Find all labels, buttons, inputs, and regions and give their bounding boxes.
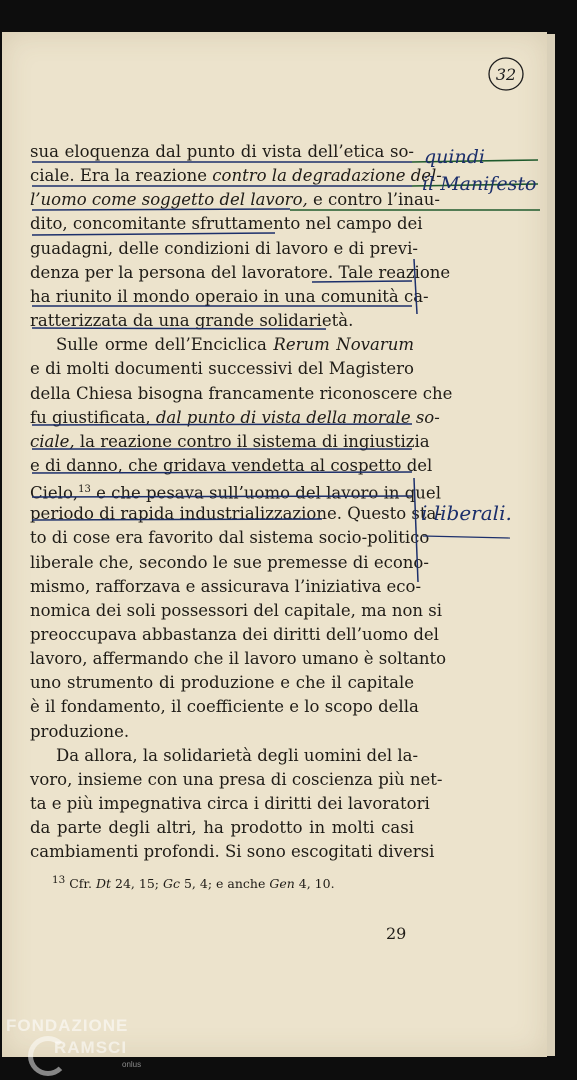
page-edge	[547, 34, 555, 1056]
text-line	[30, 164, 442, 188]
text-line	[30, 551, 429, 575]
text-line	[30, 575, 422, 599]
text-line-content: ha riunito il mondo operaio in una comunità ca-	[30, 286, 429, 306]
text-line	[30, 357, 414, 381]
text-line	[30, 140, 414, 164]
footnote-cfr: Cfr.	[69, 876, 93, 892]
margin-note-liberali: i liberali.	[421, 501, 512, 525]
text-line-content: nomica dei soli possessori del capitale, ma non si	[30, 600, 443, 620]
text-line	[30, 623, 439, 647]
text-line-content: Cielo,$^{13}$ e che pesava sull’uomo del lavoro in quel	[30, 483, 441, 503]
text-line	[30, 454, 433, 478]
text-line	[30, 720, 414, 744]
text-line-content: guadagni, delle condizioni di lavoro e di previ-	[30, 238, 418, 258]
text-line-content: e di danno, che gridava vendetta al cospetto del	[30, 455, 433, 475]
text-line-content: Sulle orme dell’Enciclica Rerum Novarum	[56, 335, 414, 355]
text-line	[30, 526, 430, 550]
text-line	[30, 212, 423, 236]
text-line-content: preoccupava abbastanza dei diritti dell’uomo del	[30, 625, 439, 644]
footnote-ref-gen: Gen	[269, 876, 295, 892]
text-line	[30, 285, 429, 309]
text-line-content: periodo di rapida industrializzazione. Questo sta-	[30, 504, 442, 524]
page-number: 29	[386, 924, 407, 943]
fondazione-gramsci-logo	[6, 1016, 156, 1076]
text-line-content: cambiamenti profondi. Si sono escogitati diversi	[30, 842, 435, 862]
text-line	[30, 406, 440, 430]
text-line	[30, 502, 442, 526]
text-line-content: dito, concomitante sfruttamento nel campo dei	[30, 214, 423, 234]
text-line	[30, 261, 451, 285]
text-line	[30, 695, 419, 719]
text-line-content: voro, insieme con una presa di coscienza più net-	[30, 769, 443, 789]
text-line	[30, 768, 443, 792]
logo-line-3: onlus	[122, 1060, 142, 1069]
text-line	[30, 309, 414, 333]
text-line-content: l’uomo come soggetto del lavoro, e contro l’inau-	[30, 190, 440, 210]
text-line-content: to di cose era favorito dal sistema socio-politico	[30, 528, 430, 548]
text-line-content: uno strumento di produzione e che il capitale	[30, 673, 414, 693]
logo-line-1: FONDAZIONE	[6, 1016, 129, 1035]
text-line-content: lavoro, affermando che il lavoro umano è soltanto	[30, 649, 447, 669]
footnote-number: 13	[52, 874, 66, 886]
text-line	[30, 478, 441, 503]
footnote-text-1: 24, 15;	[115, 876, 160, 892]
text-line-content: è il fondamento, il coefficiente e lo scopo della	[30, 697, 419, 717]
text-line-content: fu giustificata, dal punto di vista della morale so-	[30, 407, 440, 427]
text-line	[30, 430, 430, 454]
footnote-text-2: 5, 4; e anche	[183, 876, 266, 892]
text-line	[30, 816, 414, 840]
margin-note-manifesto: il Manifesto	[422, 173, 537, 195]
text-line-content: sua eloquenza dal punto di vista dell’etica so-	[30, 142, 414, 161]
text-line-content: ta e più impegnativa circa i diritti dei lavoratori	[30, 794, 430, 814]
text-line	[30, 744, 419, 768]
text-line	[30, 840, 435, 864]
text-line	[30, 382, 453, 406]
footnote-ref-dt: Dt	[96, 876, 112, 892]
text-line-content: produzione.	[30, 721, 130, 741]
text-line-content: e di molti documenti successivi del Magistero	[30, 359, 414, 379]
text-line-content: da parte degli altri, ha prodotto in molti casi	[30, 818, 414, 838]
text-line-content: liberale che, secondo le sue premesse di econo-	[30, 552, 429, 572]
text-line-content: ratterizzata da una grande solidarietà.	[30, 311, 354, 331]
text-line	[30, 237, 418, 261]
text-line-content: Da allora, la solidarietà degli uomini del la-	[56, 745, 419, 765]
page-marker: 32	[495, 65, 517, 84]
text-line-content: ciale, la reazione contro il sistema di ingiustizia	[30, 431, 430, 451]
footnote	[52, 874, 392, 891]
text-line-content: della Chiesa bisogna francamente riconoscere che	[30, 383, 453, 403]
footnote-ref-gc: Gc	[163, 876, 180, 892]
text-line	[30, 647, 447, 671]
logo-line-2: RAMSCI	[54, 1038, 128, 1057]
text-line	[30, 188, 440, 212]
text-line-content: ciale. Era la reazione contro la degradazione del-	[30, 166, 442, 186]
text-line-content: denza per la persona del lavoratore. Tale reazione	[30, 262, 451, 282]
text-line	[30, 599, 443, 623]
text-line	[30, 333, 414, 357]
text-line-content: mismo, rafforzava e assicurava l’iniziativa eco-	[30, 576, 422, 596]
text-line	[30, 792, 430, 816]
footnote-text-3: 4, 10.	[298, 876, 335, 892]
margin-note-quindi: quindi	[424, 146, 485, 168]
text-line	[30, 671, 414, 695]
